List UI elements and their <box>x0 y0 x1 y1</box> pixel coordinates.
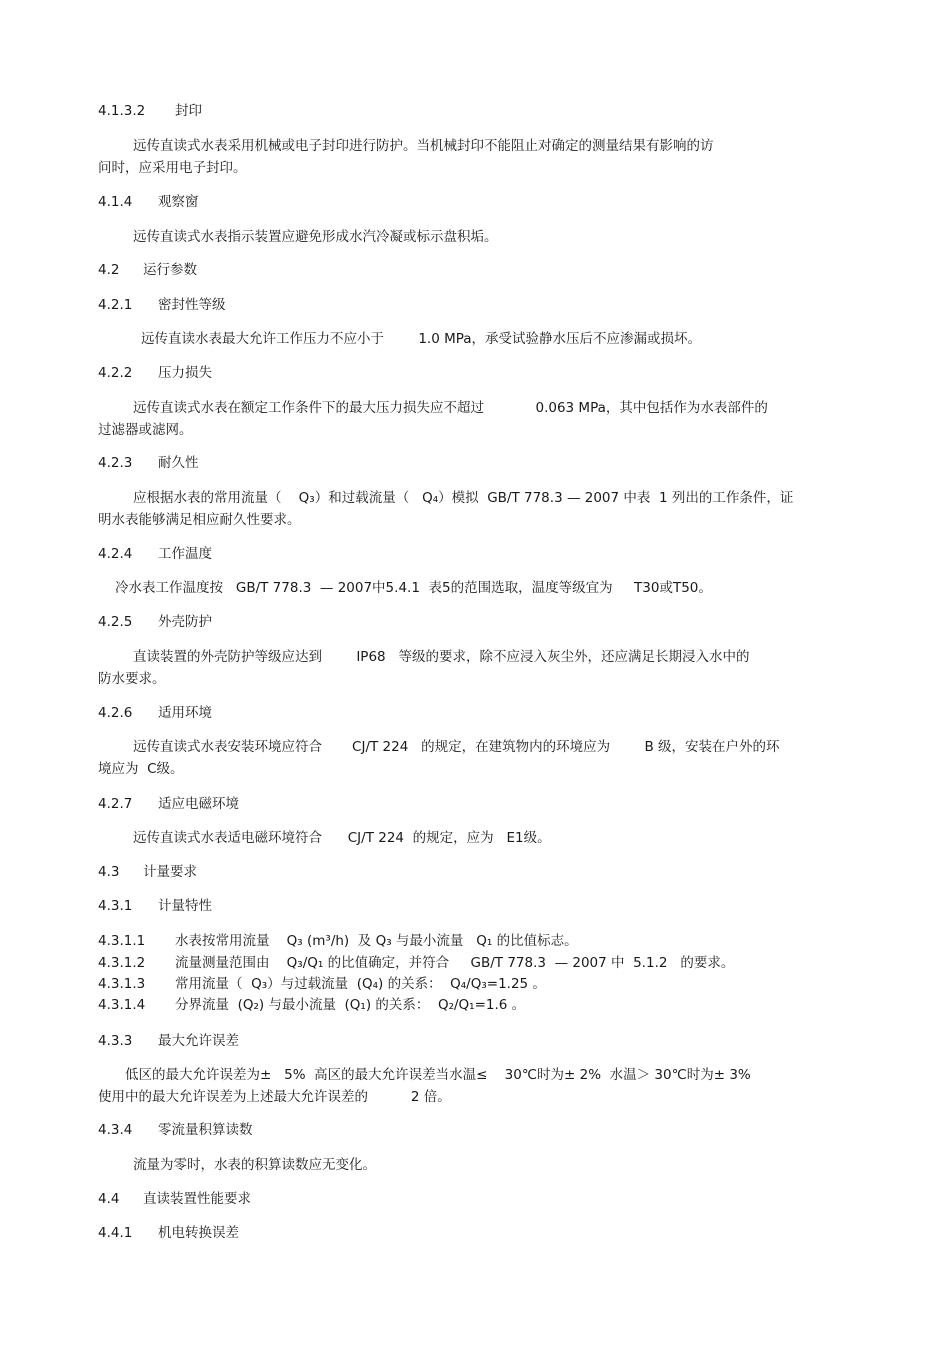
section-heading: 4.2.7 适应电磁环境 <box>98 796 239 812</box>
list-item: 4.3.1.1 水表按常用流量 Q₃ (m³/h) 及 Q₃ 与最小流量 Q₁ 的比值标志。 <box>98 933 578 949</box>
section-heading: 4.3.3 最大允许误差 <box>98 1033 239 1049</box>
section-heading: 4.2.4 工作温度 <box>98 546 212 562</box>
section-heading: 4.1.3.2 封印 <box>98 103 202 119</box>
section-heading: 4.2 运行参数 <box>98 262 197 278</box>
paragraph-line: 远传直读式水表安装环境应符合 CJ/T 224 的规定，在建筑物内的环境应为 B 级，安装在户外的环 <box>133 739 780 755</box>
section-heading: 4.2.3 耐久性 <box>98 455 199 471</box>
paragraph-line: 远传直读式水表适电磁环境符合 CJ/T 224 的规定，应为 E1级。 <box>133 830 551 846</box>
section-heading: 4.4 直读装置性能要求 <box>98 1191 251 1207</box>
paragraph-line: 明水表能够满足相应耐久性要求。 <box>98 512 301 528</box>
list-item: 4.3.1.4 分界流量 (Q₂) 与最小流量 (Q₁) 的关系： Q₂/Q₁=1.6 。 <box>98 997 526 1013</box>
list-item: 4.3.1.3 常用流量（ Q₃）与过载流量 (Q₄) 的关系： Q₄/Q₃=1.25 。 <box>98 976 546 992</box>
paragraph-line: 低区的最大允许误差为± 5% 高区的最大允许误差当水温≤ 30℃时为± 2% 水温＞ 30℃时为± 3% <box>125 1067 751 1083</box>
paragraph-line: 应根据水表的常用流量（ Q₃）和过载流量（ Q₄）模拟 GB/T 778.3 — 2007 中表 1 列出的工作条件，证 <box>133 490 794 506</box>
paragraph-line: 境应为 C级。 <box>98 761 184 777</box>
paragraph-line: 防水要求。 <box>98 671 166 687</box>
paragraph-line: 使用中的最大允许误差为上述最大允许误差的 2 倍。 <box>98 1089 451 1105</box>
section-heading: 4.2.6 适用环境 <box>98 705 212 721</box>
section-heading: 4.3.4 零流量积算读数 <box>98 1122 253 1138</box>
paragraph-line: 远传直读式水表指示装置应避免形成水汽冷凝或标示盘积垢。 <box>133 229 498 245</box>
paragraph-line: 冷水表工作温度按 GB/T 778.3 — 2007中5.4.1 表5的范围选取，温度等级宜为 T30或T50。 <box>115 580 712 596</box>
paragraph-line: 直读装置的外壳防护等级应达到 IP68 等级的要求，除不应浸入灰尘外，还应满足长期浸入水中的 <box>133 649 750 665</box>
paragraph-line: 远传直读式水表在额定工作条件下的最大压力损失应不超过 0.063 MPa，其中包括作为水表部件的 <box>133 400 768 416</box>
paragraph-line: 远传直读式水表采用机械或电子封印进行防护。当机械封印不能阻止对确定的测量结果有影响的访 <box>133 138 714 154</box>
paragraph-line: 问时，应采用电子封印。 <box>98 160 247 176</box>
list-item: 4.3.1.2 流量测量范围由 Q₃/Q₁ 的比值确定，并符合 GB/T 778.3 — 2007 中 5.1.2 的要求。 <box>98 955 735 971</box>
section-heading: 4.2.2 压力损失 <box>98 365 212 381</box>
paragraph-line: 远传直读水表最大允许工作压力不应小于 1.0 MPa，承受试验静水压后不应渗漏或损坏。 <box>141 331 702 347</box>
paragraph-line: 流量为零时，水表的积算读数应无变化。 <box>133 1157 376 1173</box>
section-heading: 4.1.4 观察窗 <box>98 194 199 210</box>
section-heading: 4.4.1 机电转换误差 <box>98 1225 239 1241</box>
paragraph-line: 过滤器或滤网。 <box>98 422 193 438</box>
section-heading: 4.2.5 外壳防护 <box>98 614 212 630</box>
section-heading: 4.3 计量要求 <box>98 864 197 880</box>
section-heading: 4.3.1 计量特性 <box>98 898 212 914</box>
section-heading: 4.2.1 密封性等级 <box>98 297 226 313</box>
